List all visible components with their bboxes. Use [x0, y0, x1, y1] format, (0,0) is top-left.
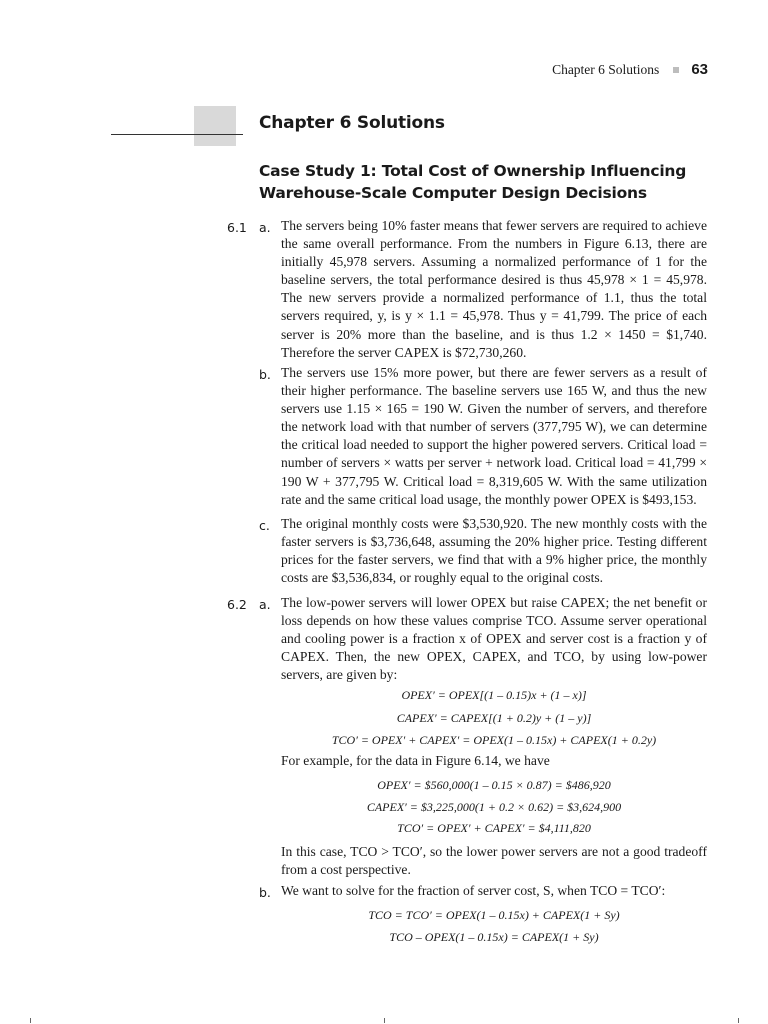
- problem-number: 6.1: [227, 220, 247, 235]
- header-square-bullet: [673, 67, 679, 73]
- equation-tco-equal: TCO = TCO′ = OPEX(1 – 0.15x) + CAPEX(1 + Sy): [368, 908, 620, 922]
- part-text: The original monthly costs were $3,530,920. The new monthly costs with the faster servers is $3,736,648, assuming the 20% higher price. Testing different prices for the faster servers, we find that with a 9% higher price, the monthly costs are $3,536,834, or roughly equal to the original costs.: [281, 516, 707, 586]
- part-label: a.: [259, 220, 271, 235]
- example-equation-opex: OPEX′ = $560,000(1 – 0.15 × 0.87) = $486,920: [377, 778, 611, 792]
- part-label: c.: [259, 518, 270, 533]
- example-equation-capex: CAPEX′ = $3,225,000(1 + 0.2 × 0.62) = $3,624,900: [366, 800, 622, 814]
- running-header: [552, 61, 708, 78]
- case-study-title: Case Study 1: Total Cost of Ownership Influencing Warehouse-Scale Computer Design Decisions: [259, 162, 687, 202]
- equation-tco-minus-opex: TCO – OPEX(1 – 0.15x) = CAPEX(1 + Sy): [389, 930, 599, 944]
- part-text: The low-power servers will lower OPEX but raise CAPEX; the net benefit or loss depends on how these values comprise TCO. Assume server operational and cooling power is a fraction x of OPEX and server cost is a fraction y of CAPEX. Then, the new OPEX, CAPEX, and TCO, by using low-power servers, are given by:: [281, 595, 707, 683]
- equation-tco-prime: TCO′ = OPEX′ + CAPEX′ = OPEX(1 – 0.15x) + CAPEX(1 + 0.2y): [331, 733, 657, 747]
- page-number: 63: [691, 61, 708, 78]
- example-intro: For example, for the data in Figure 6.14, we have: [281, 753, 550, 768]
- part-text: The servers use 15% more power, but there are fewer servers as a result of their higher performance. The baseline servers use 165 W, and thus the new servers use 1.15 × 165 = 190 W. Given the number of servers, and therefore the network load with that number of servers (377,795 W), we can determine the critical load needed to support the higher powered servers. Critical load = number of servers × watts per server + network load. Critical load = 41,799 × 190 W + 377,795 W. Critical load = 8,319,605 W. With the same utilization rate and the same critical load usage, the monthly power OPEX is $493,153.: [281, 365, 707, 507]
- part-label: b.: [259, 885, 271, 900]
- example-equation-tco: TCO′ = OPEX′ + CAPEX′ = $4,111,820: [397, 821, 591, 835]
- part-text: The servers being 10% faster means that fewer servers are required to achieve the same overall performance. From the numbers in Figure 6.13, there are initially 45,978 servers. Assuming a normalized performance of 1 for the baseline servers, the total performance desired is thus 45,978 × 1 = 45,978. The new servers provide a normalized performance of 1.1, thus the total servers required, y, is y × 1.1 = 45,978. Thus y = 41,799. The price of each server is 20% more than the baseline, and is thus 1.2 × 1450 = $1,740. Therefore the server CAPEX is $72,730,260.: [281, 218, 707, 360]
- part-label: a.: [259, 597, 271, 612]
- part-text: We want to solve for the fraction of server cost, S, when TCO = TCO′:: [281, 883, 666, 898]
- problem-number: 6.2: [227, 597, 247, 612]
- page-edge-marks: [0, 1018, 768, 1024]
- part-label: b.: [259, 367, 271, 382]
- running-header-title: Chapter 6 Solutions: [552, 61, 660, 77]
- chapter-title: Chapter 6 Solutions: [259, 113, 445, 133]
- equation-opex-prime: OPEX′ = OPEX[(1 – 0.15)x + (1 – x)]: [401, 688, 587, 702]
- chapter-rule: [111, 134, 243, 135]
- equation-capex-prime: CAPEX′ = CAPEX[(1 + 0.2)y + (1 – y)]: [396, 711, 592, 725]
- chapter-gray-box: [194, 106, 236, 146]
- conclusion-text: In this case, TCO > TCO′, so the lower power servers are not a good tradeoff from a cost perspective.: [281, 844, 707, 878]
